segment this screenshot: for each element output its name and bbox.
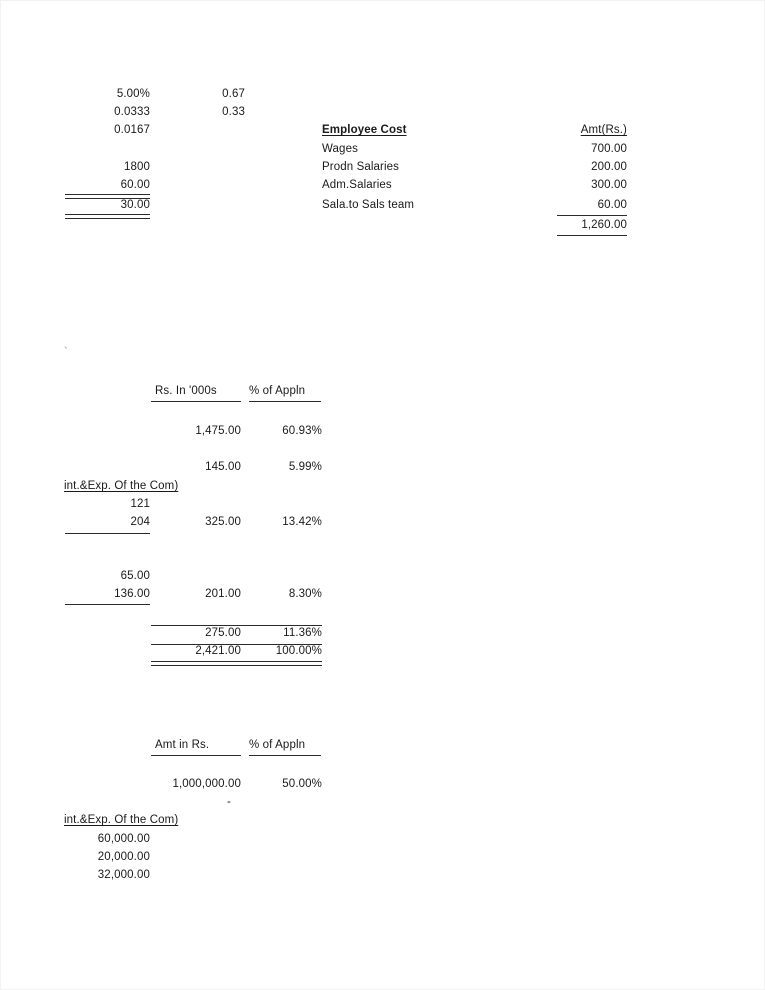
thousands-side-value-204: 204 [130, 516, 150, 528]
employee-cost-total-value: 1,260.00 [581, 219, 627, 231]
thousands-amount-row-3: 325.00 [205, 516, 241, 528]
thousands-side-subtotal-rule [65, 533, 150, 534]
top-left-value-3: 0.0167 [114, 124, 150, 136]
thousands-total-rule-lower-a [151, 661, 322, 662]
thousands-amount-row-5: 275.00 [205, 627, 241, 639]
thousands-side-value-136: 136.00 [114, 588, 150, 600]
top-mid-value-2: 0.33 [222, 106, 245, 118]
thousands-total-rule-lower-b [151, 665, 322, 666]
thousands-header-amount-rule [151, 401, 241, 402]
rupees-side-value-2: 20,000.00 [97, 851, 150, 863]
stray-mark: ` [64, 346, 68, 358]
top-left-total-rule-upper-a [65, 194, 150, 195]
employee-cost-amount-wages: 700.00 [591, 143, 627, 155]
rupees-amount-row-2: - [227, 796, 231, 808]
thousands-percent-row-4: 8.30% [288, 588, 322, 600]
thousands-total-amount: 2,421.00 [195, 645, 241, 657]
thousands-side-value-65: 65.00 [120, 570, 150, 582]
rupees-note: int.&Exp. Of the Com) [64, 814, 179, 826]
thousands-amount-row-4: 201.00 [205, 588, 241, 600]
thousands-percent-row-2: 5.99% [288, 461, 322, 473]
top-left-value-2: 0.0333 [114, 106, 150, 118]
rupees-side-value-3: 32,000.00 [97, 869, 150, 881]
rupees-header-amount: Amt in Rs. [155, 739, 210, 751]
employee-cost-label-adm-salaries: Adm.Salaries [322, 179, 392, 191]
top-left-total-rule-lower-b [65, 218, 150, 219]
top-left-value-rate: 5.00% [116, 88, 150, 100]
thousands-percent-row-5: 11.36% [283, 627, 322, 639]
employee-cost-label-sales-team: Sala.to Sals team [322, 199, 415, 211]
employee-cost-title: Employee Cost [322, 124, 407, 136]
thousands-header-percent-rule [249, 401, 321, 402]
employee-cost-amount-prodn-salaries: 200.00 [591, 161, 627, 173]
employee-cost-label-prodn-salaries: Prodn Salaries [322, 161, 400, 173]
thousands-total-percent: 100.00% [275, 645, 322, 657]
thousands-side-value-121: 121 [130, 498, 150, 510]
thousands-amount-row-2: 145.00 [205, 461, 241, 473]
top-left-total-value: 30.00 [120, 199, 150, 211]
top-left-value-5: 60.00 [120, 179, 150, 191]
rupees-header-percent: % of Appln [249, 739, 306, 751]
rupees-side-value-1: 60,000.00 [97, 833, 150, 845]
rupees-amount-row-1: 1,000,000.00 [172, 778, 241, 790]
thousands-amount-row-1: 1,475.00 [195, 425, 241, 437]
employee-cost-total-rule-upper [557, 215, 627, 216]
thousands-side-subtotal-rule-2 [65, 604, 150, 605]
top-left-value-4: 1800 [123, 161, 150, 173]
thousands-percent-row-1: 60.93% [282, 425, 322, 437]
employee-cost-amount-sales-team: 60.00 [597, 199, 627, 211]
rupees-header-percent-rule [249, 755, 321, 756]
thousands-header-percent: % of Appln [249, 385, 306, 397]
employee-cost-label-wages: Wages [322, 143, 358, 155]
thousands-note: int.&Exp. Of the Com) [64, 480, 179, 492]
thousands-percent-row-3: 13.42% [282, 516, 322, 528]
employee-cost-amount-adm-salaries: 300.00 [591, 179, 627, 191]
rupees-percent-row-1: 50.00% [282, 778, 322, 790]
thousands-header-amount: Rs. In '000s [155, 385, 217, 397]
employee-cost-amount-header: Amt(Rs.) [580, 124, 627, 136]
rupees-header-amount-rule [151, 755, 241, 756]
employee-cost-total-rule-lower [557, 235, 627, 236]
top-mid-value-1: 0.67 [222, 88, 245, 100]
top-left-total-rule-lower-a [65, 214, 150, 215]
thousands-pre-total-rule [151, 625, 322, 626]
